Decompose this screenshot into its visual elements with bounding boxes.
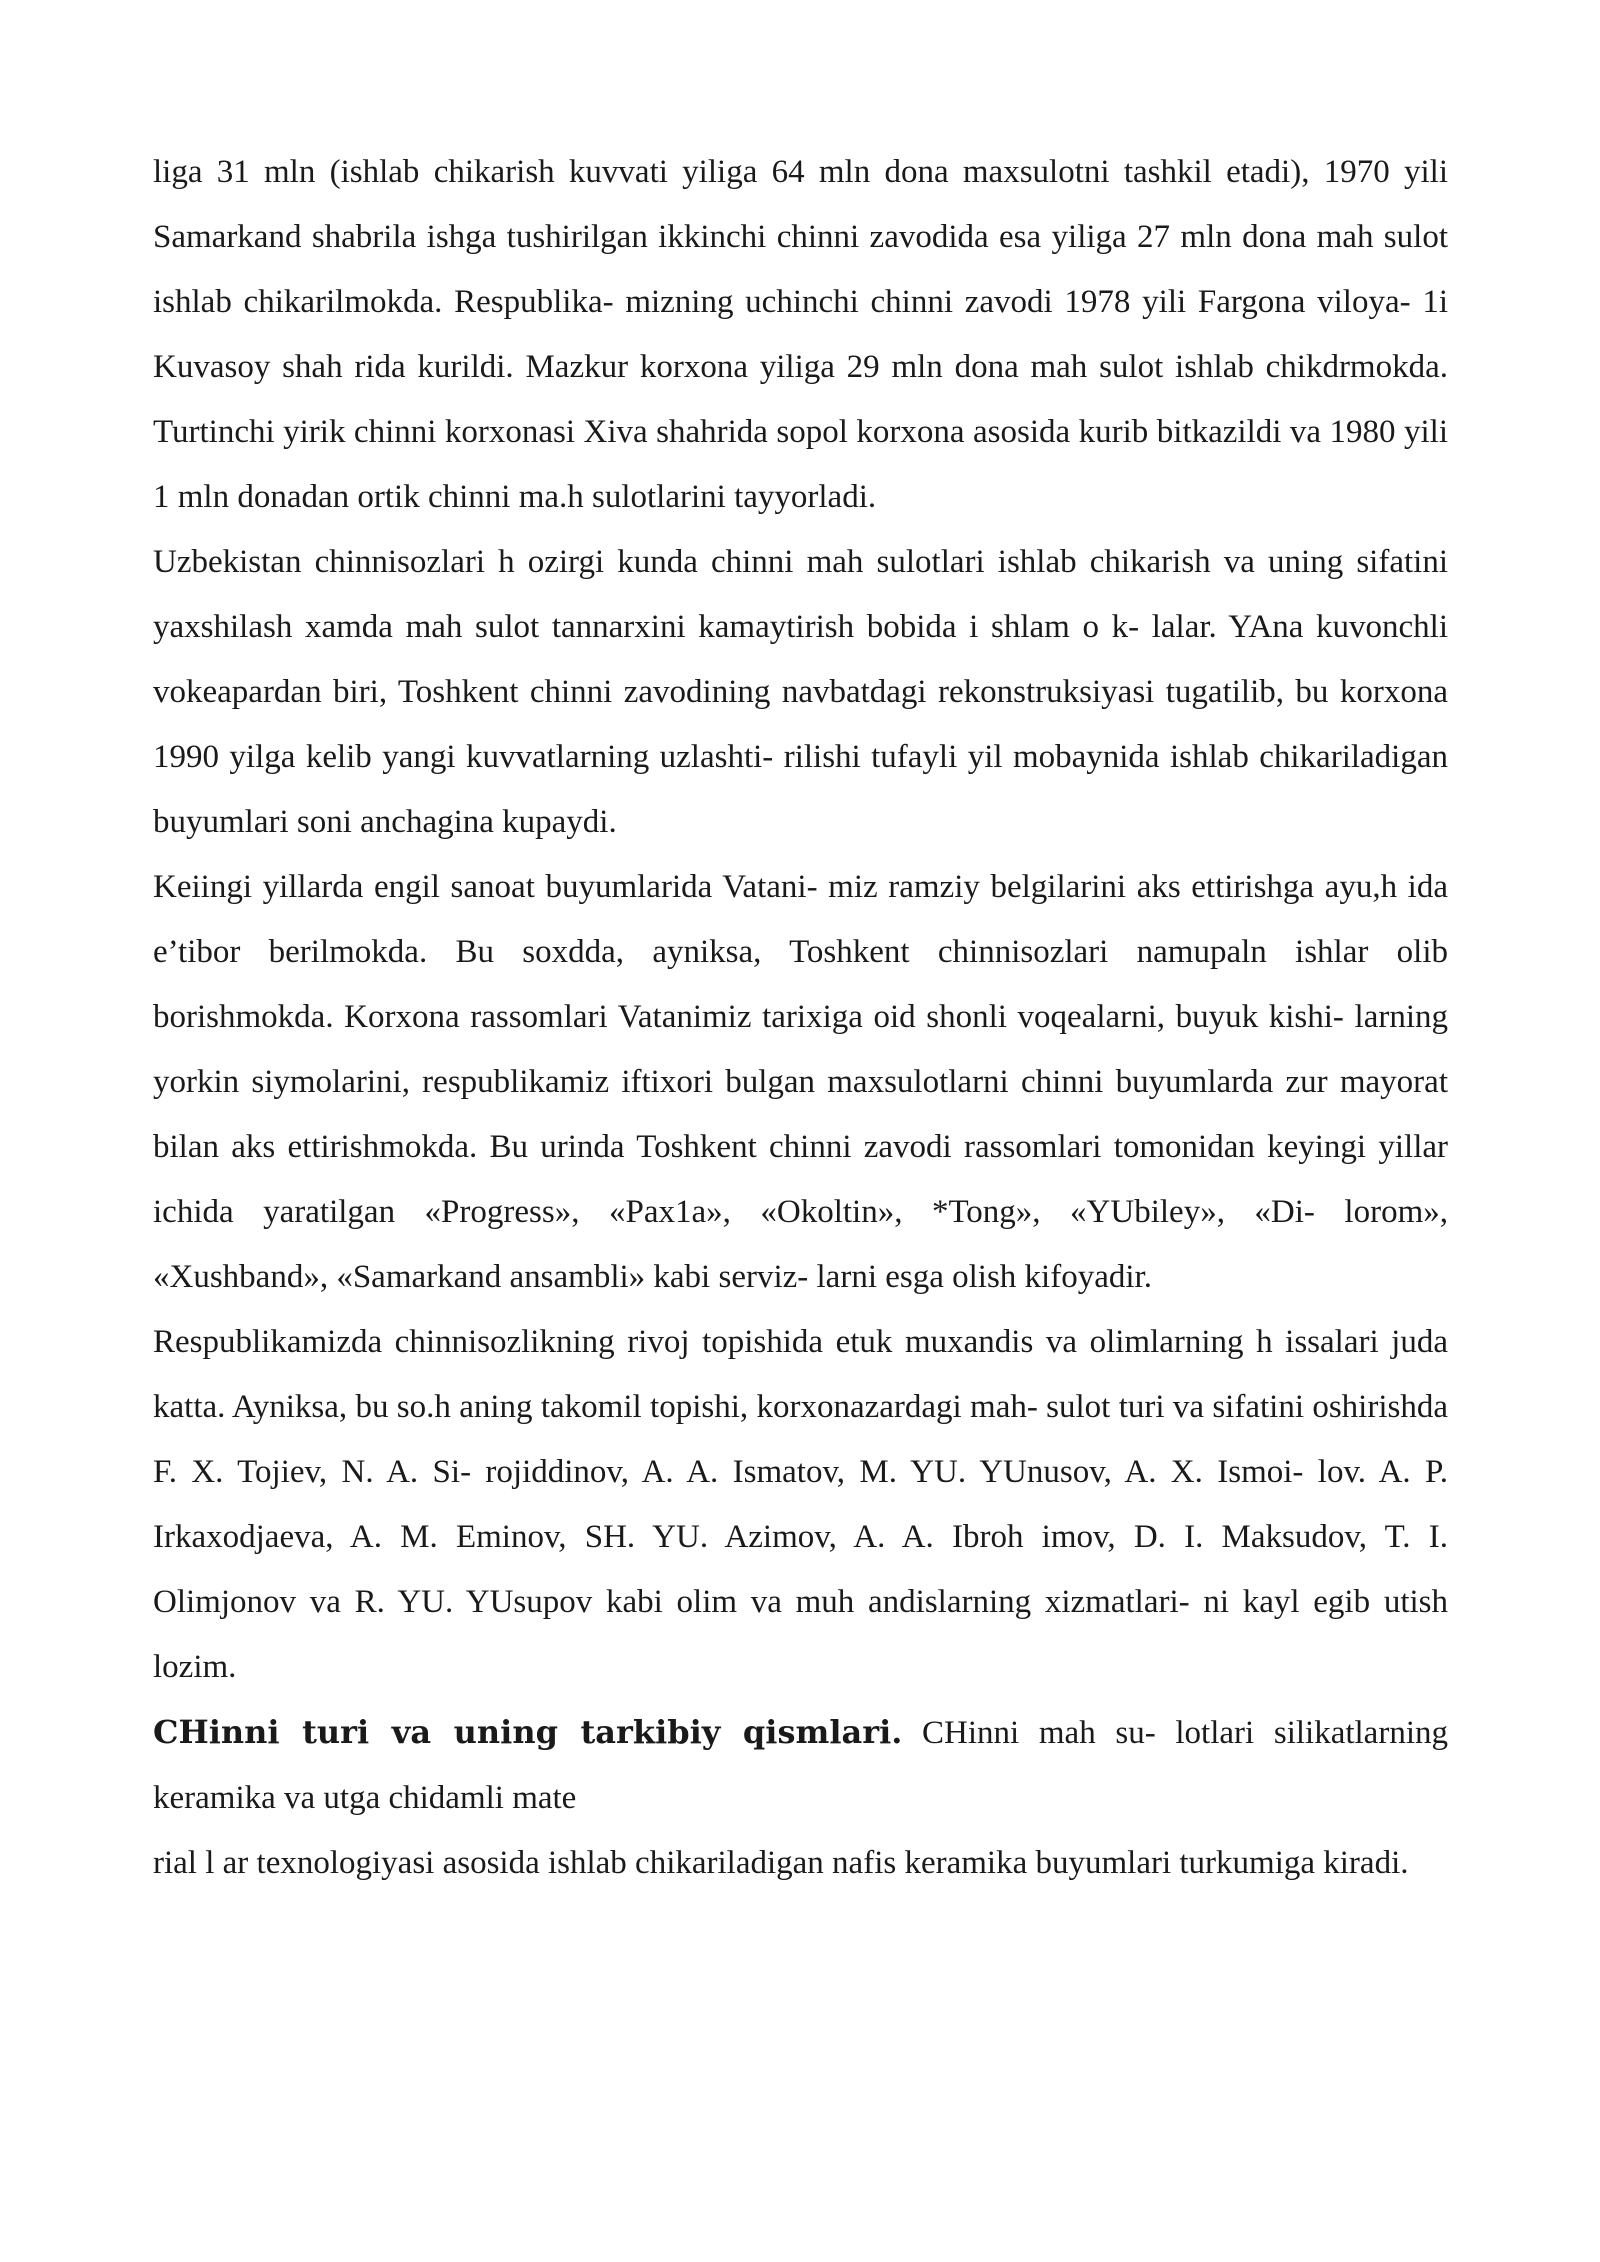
document-page — [153, 140, 1448, 1896]
section-heading: CHinni turi va uning tarkibiy qismlari. — [153, 1713, 903, 1751]
paragraph-porcelain-types-text: CHinni mah su- lotlari silikatlarning keramika va utga chidamli mate — [153, 1715, 1448, 1816]
paragraph-porcelain-factories: liga 31 mln (ishlab chikarish kuvvati yiliga 64 mln dona maxsulotni tashkil etadi), 1970 yili Samarkand shabrila ishga tushirilgan ikkinchi chinni zavodida esa yiliga 27 mln dona mah sulot ishlab chikarilmokda. Respublika- mizning uchinchi chinni zavodi 1978 yili Fargona viloya- 1i Kuvasoy shah rida kurildi. Mazkur korxona yiliga 29 mln dona mah sulot ishlab chikdrmokda. Turtinchi yirik chinni korxonasi Xiva shahrida sopol korxona asosida kurib bitkazildi va 1980 yili 1 mln donadan ortik chinni ma.h sulotlarini tayyorladi. — [153, 154, 1448, 515]
paragraph-fine-ceramics: rial l ar texnologiyasi asosida ishlab chikariladigan nafis keramika buyumlari turkumiga kiradi. — [153, 1845, 1409, 1881]
paragraph-engineers-scientists: Respublikamizda chinnisozlikning rivoj topishida etuk muxandis va olimlarning h issalari juda katta. Ayniksa, bu so.h aning takomil topishi, korxonazardagi mah- sulot turi va sifatini oshirishda F. X. Tojiev, N. A. Si- rojiddinov, A. A. Ismatov, M. YU. YUnusov, A. X. Ismoi- lov. A. P. Irkaxodjaeva, A. M. Eminov, SH. YU. Azimov, A. A. Ibroh imov, D. I. Maksudov, T. I. Olimjonov va R. YU. YUsupov kabi olim va muh andislarning xizmatlari- ni kayl egib utish lozim. — [153, 1324, 1448, 1685]
paragraph-porcelain-types — [153, 1700, 1448, 1831]
paragraph-uzbek-porcelain-makers: Uzbekistan chinnisozlari h ozirgi kunda chinni mah sulotlari ishlab chikarish va uning sifatini yaxshilash xamda mah sulot tannarxini kamaytirish bobida i shlam o k- lalar. YAna kuvonchli vokeapardan biri, Toshkent chinni zavodining navbatdagi rekonstruksiyasi tugatilib, bu korxona 1990 yilga kelib yangi kuvvatlarning uzlashti- rilishi tufayli yil mobaynida ishlab chikariladigan buyumlari soni anchagina kupaydi. — [153, 544, 1448, 840]
paragraph-national-symbols: Keiingi yillarda engil sanoat buyumlarida Vatani- miz ramziy belgilarini aks ettirishga ayu,h ida e’tibor berilmokda. Bu soxdda, ayniksa, Toshkent chinnisozlari namupaln ishlar olib borishmokda. Korxona rassomlari Vatanimiz tarixiga oid shonli voqealarni, buyuk kishi- larning yorkin siymolarini, respublikamiz iftixori bulgan maxsulotlarni chinni buyumlarda zur mayorat bilan aks ettirishmokda. Bu urinda Toshkent chinni zavodi rassomlari tomonidan keyingi yillar ichida yaratilgan «Progress», «Pax1a», «Okoltin», *Tong», «YUbiley», «Di- lorom», «Xushband», «Samarkand ansambli» kabi serviz- larni esga olish kifoyadir. — [153, 869, 1448, 1295]
